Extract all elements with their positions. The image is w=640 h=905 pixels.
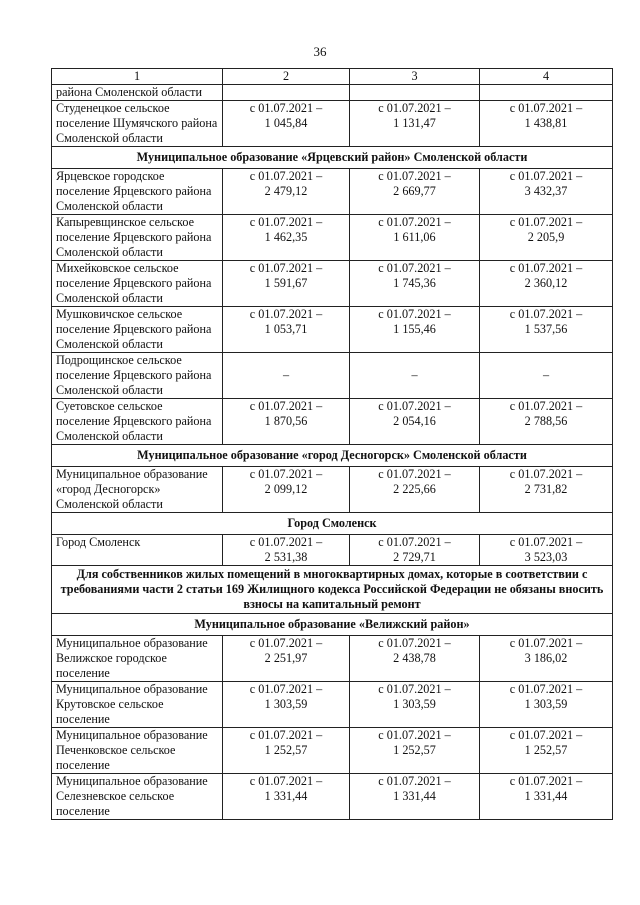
tariff-cell-col2: [223, 85, 350, 101]
tariff-value: 1 870,56: [264, 414, 308, 428]
section-heading: Муниципальное образование «Ярцевский район» Смоленской области: [52, 147, 613, 169]
tariff-date: с 01.07.2021 –: [249, 261, 323, 275]
tariff-cell-col3: [350, 535, 480, 566]
tariff-cell-col2: [223, 307, 350, 353]
tariff-value: 2 669,77: [393, 184, 436, 198]
tariff-cell-col3: [350, 774, 480, 820]
tariff-date: с 01.07.2021 –: [249, 535, 323, 549]
tariff-cell-col3: [350, 467, 480, 513]
municipality-name: Муниципальное образование Велижское городское поселение: [52, 636, 223, 682]
note-row: [52, 566, 613, 614]
tariff-cell-col2: –: [223, 353, 350, 399]
tariff-cell-col3: [350, 307, 480, 353]
municipality-name: района Смоленской области: [52, 85, 223, 101]
tariff-cell-col2: [223, 535, 350, 566]
municipality-name: Ярцевское городское поселение Ярцевского района Смоленской области: [52, 169, 223, 215]
tariff-cell-col3: [350, 215, 480, 261]
tariff-value: 2 788,56: [524, 414, 568, 428]
tariff-value: 1 045,84: [264, 116, 308, 130]
tariff-date: с 01.07.2021 –: [378, 535, 451, 549]
section-heading: Муниципальное образование «Велижский район»: [52, 614, 613, 636]
tariff-value: 1 155,46: [393, 322, 436, 336]
tariff-value: 1 537,56: [524, 322, 568, 336]
tariff-date: с 01.07.2021 –: [509, 399, 583, 413]
tariff-date: с 01.07.2021 –: [378, 261, 451, 275]
tariff-value: 1 303,59: [264, 697, 308, 711]
municipality-name: Капыревщинское сельское поселение Ярцевского района Смоленской области: [52, 215, 223, 261]
tariff-value: 1 591,67: [264, 276, 308, 290]
tariff-cell-col4: [480, 636, 613, 682]
tariff-cell-col4: [480, 169, 613, 215]
tariff-date: с 01.07.2021 –: [509, 535, 583, 549]
tariff-cell-col4: [480, 399, 613, 445]
tariff-cell-col3: [350, 101, 480, 147]
municipality-name: Подрощинское сельское поселение Ярцевского района Смоленской области: [52, 353, 223, 399]
tariff-date: с 01.07.2021 –: [378, 467, 451, 481]
tariff-value: 2 251,97: [264, 651, 308, 665]
tariff-value: 2 205,9: [527, 230, 565, 244]
municipality-name: Муниципальное образование Печенковское сельское поселение: [52, 728, 223, 774]
tariff-cell-col4: [480, 215, 613, 261]
table-row: [52, 467, 613, 513]
tariff-date: с 01.07.2021 –: [378, 399, 451, 413]
tariff-value: 1 053,71: [264, 322, 308, 336]
tariff-cell-col4: [480, 774, 613, 820]
tariff-date: с 01.07.2021 –: [509, 728, 583, 742]
tariff-cell-col2: [223, 215, 350, 261]
tariff-cell-col4: [480, 261, 613, 307]
tariff-value: 1 745,36: [393, 276, 436, 290]
tariff-value: 2 438,78: [393, 651, 436, 665]
tariff-cell-col4: [480, 728, 613, 774]
tariff-cell-col2: [223, 169, 350, 215]
tariff-table: [51, 68, 613, 820]
tariff-cell-col3: [350, 85, 480, 101]
tariff-value: 1 438,81: [524, 116, 568, 130]
tariff-value: 1 303,59: [393, 697, 436, 711]
table-row: [52, 682, 613, 728]
table-row: [52, 728, 613, 774]
tariff-cell-col4: [480, 535, 613, 566]
tariff-date: с 01.07.2021 –: [249, 399, 323, 413]
tariff-value: 3 186,02: [524, 651, 568, 665]
table-row: [52, 85, 613, 101]
tariff-date: с 01.07.2021 –: [249, 682, 323, 696]
tariff-value: 1 252,57: [264, 743, 308, 757]
section-heading-row: [52, 614, 613, 636]
municipality-name: Суетовское сельское поселение Ярцевского района Смоленской области: [52, 399, 223, 445]
tariff-cell-col4: [480, 682, 613, 728]
tariff-cell-col3: –: [350, 353, 480, 399]
municipality-name: Город Смоленск: [52, 535, 223, 566]
tariff-value: 1 331,44: [264, 789, 308, 803]
tariff-date: с 01.07.2021 –: [509, 682, 583, 696]
tariff-value: 2 225,66: [393, 482, 436, 496]
tariff-date: с 01.07.2021 –: [509, 774, 583, 788]
tariff-date: с 01.07.2021 –: [378, 682, 451, 696]
tariff-table-body: [52, 69, 613, 820]
column-number-2: 2: [223, 69, 350, 85]
tariff-date: с 01.07.2021 –: [378, 636, 451, 650]
municipality-name: Мушковичское сельское поселение Ярцевского района Смоленской области: [52, 307, 223, 353]
table-row: [52, 535, 613, 566]
tariff-value: 1 131,47: [393, 116, 436, 130]
section-heading: Город Смоленск: [52, 513, 613, 535]
table-row: [52, 636, 613, 682]
tariff-value: 3 523,03: [524, 550, 568, 564]
tariff-date: с 01.07.2021 –: [378, 215, 451, 229]
tariff-date: с 01.07.2021 –: [378, 728, 451, 742]
tariff-value: 1 611,06: [393, 230, 436, 244]
column-number-row: [52, 69, 613, 85]
tariff-cell-col4: –: [480, 353, 613, 399]
tariff-cell-col3: [350, 399, 480, 445]
tariff-date: с 01.07.2021 –: [509, 636, 583, 650]
tariff-date: с 01.07.2021 –: [509, 307, 583, 321]
tariff-value: 2 729,71: [393, 550, 436, 564]
tariff-value: 1 331,44: [524, 789, 568, 803]
tariff-value: 2 731,82: [524, 482, 568, 496]
municipality-name: Студенецкое сельское поселение Шумячского района Смоленской области: [52, 101, 223, 147]
section-heading-row: [52, 445, 613, 467]
tariff-value: 2 360,12: [524, 276, 568, 290]
table-row: [52, 399, 613, 445]
tariff-cell-col4: [480, 85, 613, 101]
tariff-cell-col4: [480, 101, 613, 147]
tariff-value: 1 252,57: [524, 743, 568, 757]
tariff-date: с 01.07.2021 –: [509, 169, 583, 183]
tariff-cell-col2: [223, 682, 350, 728]
municipality-name: Муниципальное образование Крутовское сельское поселение: [52, 682, 223, 728]
tariff-date: с 01.07.2021 –: [249, 467, 323, 481]
tariff-date: с 01.07.2021 –: [249, 169, 323, 183]
column-number-3: 3: [350, 69, 480, 85]
tariff-cell-col4: [480, 307, 613, 353]
section-heading-row: [52, 513, 613, 535]
note-text: Для собственников жилых помещений в многоквартирных домах, которые в соответствии с требованиями части 2 статьи 169 Жилищного кодекса Российской Федерации не обязаны вносить взносы на капитальный ремонт: [52, 566, 613, 614]
tariff-date: с 01.07.2021 –: [509, 261, 583, 275]
tariff-date: с 01.07.2021 –: [378, 307, 451, 321]
tariff-date: с 01.07.2021 –: [378, 101, 451, 115]
table-row: [52, 774, 613, 820]
column-number-4: 4: [480, 69, 613, 85]
column-number-1: 1: [52, 69, 223, 85]
table-row: [52, 261, 613, 307]
tariff-cell-col2: [223, 774, 350, 820]
table-row: [52, 215, 613, 261]
tariff-cell-col3: [350, 169, 480, 215]
tariff-date: с 01.07.2021 –: [509, 215, 583, 229]
tariff-cell-col2: [223, 399, 350, 445]
table-row: [52, 101, 613, 147]
tariff-value: 2 054,16: [393, 414, 436, 428]
municipality-name: Муниципальное образование «город Десногорск» Смоленской области: [52, 467, 223, 513]
tariff-date: с 01.07.2021 –: [509, 467, 583, 481]
tariff-value: 1 303,59: [524, 697, 568, 711]
tariff-date: с 01.07.2021 –: [249, 307, 323, 321]
tariff-cell-col4: [480, 467, 613, 513]
tariff-date: с 01.07.2021 –: [249, 101, 323, 115]
tariff-cell-col2: [223, 728, 350, 774]
tariff-value: 3 432,37: [524, 184, 568, 198]
tariff-date: с 01.07.2021 –: [249, 215, 323, 229]
section-heading-row: [52, 147, 613, 169]
page-number: 36: [313, 44, 327, 59]
tariff-value: 1 462,35: [264, 230, 308, 244]
tariff-value: 2 479,12: [264, 184, 308, 198]
municipality-name: Михейковское сельское поселение Ярцевского района Смоленской области: [52, 261, 223, 307]
tariff-value: 2 531,38: [264, 550, 308, 564]
tariff-date: с 01.07.2021 –: [378, 774, 451, 788]
tariff-cell-col2: [223, 467, 350, 513]
tariff-cell-col2: [223, 261, 350, 307]
section-heading: Муниципальное образование «город Десногорск» Смоленской области: [52, 445, 613, 467]
tariff-cell-col3: [350, 636, 480, 682]
tariff-value: 1 331,44: [393, 789, 436, 803]
tariff-date: с 01.07.2021 –: [249, 636, 323, 650]
tariff-date: с 01.07.2021 –: [249, 774, 323, 788]
tariff-date: с 01.07.2021 –: [378, 169, 451, 183]
municipality-name: Муниципальное образование Селезневское сельское поселение: [52, 774, 223, 820]
tariff-cell-col3: [350, 261, 480, 307]
tariff-date: с 01.07.2021 –: [509, 101, 583, 115]
table-row: [52, 353, 613, 399]
tariff-cell-col3: [350, 682, 480, 728]
tariff-cell-col3: [350, 728, 480, 774]
tariff-value: 1 252,57: [393, 743, 436, 757]
tariff-cell-col2: [223, 101, 350, 147]
table-row: [52, 307, 613, 353]
tariff-date: с 01.07.2021 –: [249, 728, 323, 742]
tariff-value: 2 099,12: [264, 482, 308, 496]
tariff-cell-col2: [223, 636, 350, 682]
table-row: [52, 169, 613, 215]
